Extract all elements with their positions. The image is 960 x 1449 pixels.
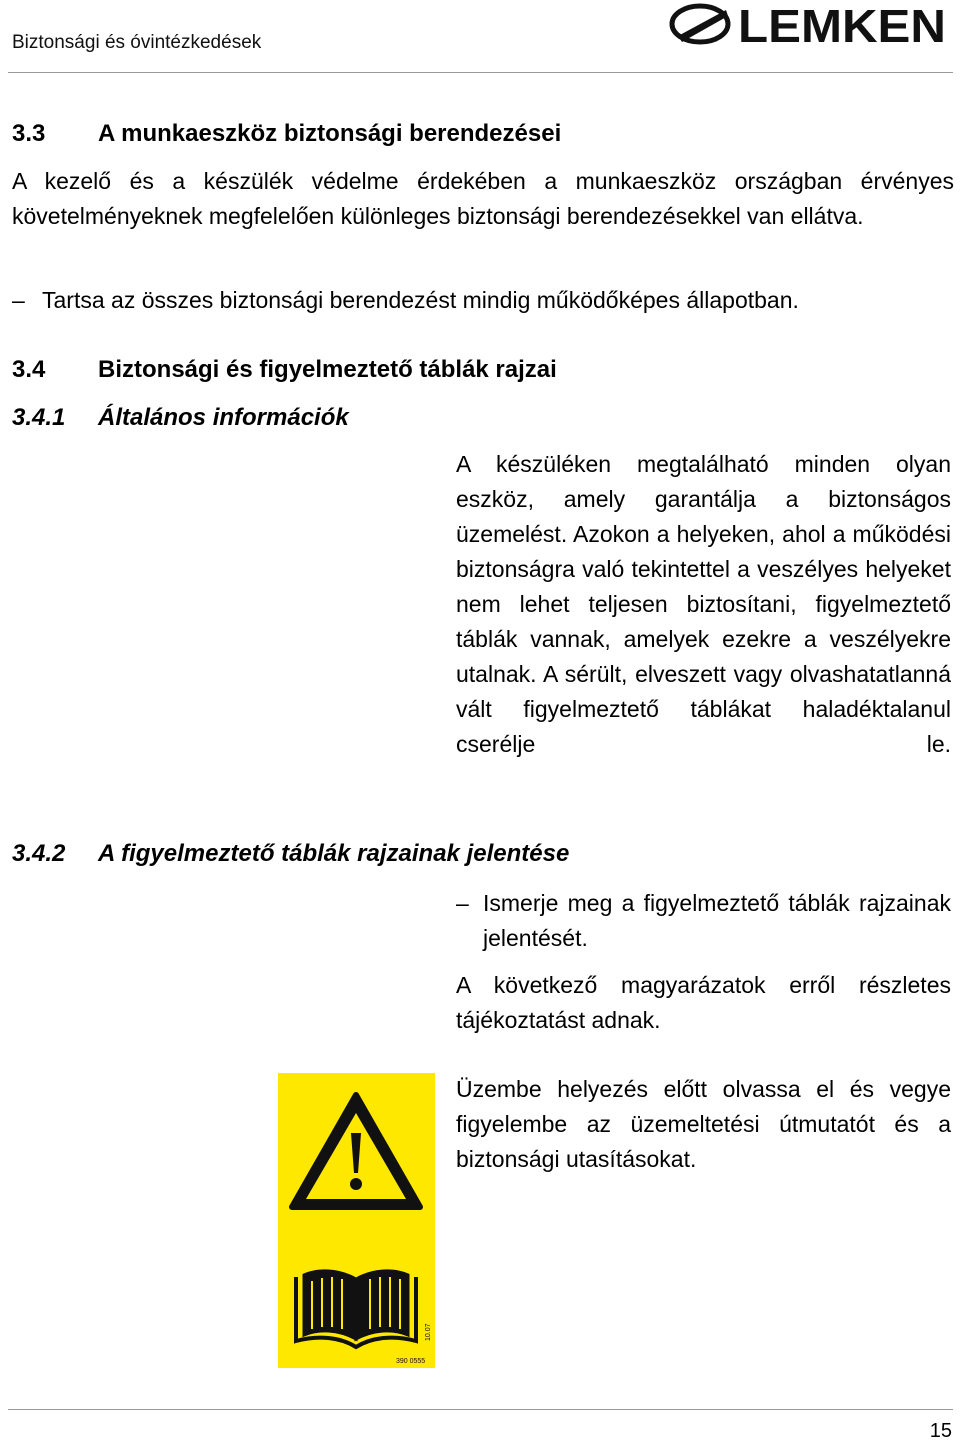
header-title: Biztonsági és óvintézkedések (12, 32, 262, 53)
heading-3-4-1 (12, 404, 912, 434)
bullet-3-4-2 (456, 886, 951, 956)
paragraph-3-4-2: A következő magyarázatok erről részletes tájékoztatást adnak. (456, 972, 951, 1033)
sign-date: 10.07 (425, 1323, 432, 1341)
brand-wordmark: LEMKEN (738, 0, 946, 52)
heading-title: A figyelmeztető táblák rajzainak jelentése (98, 840, 570, 867)
paragraph-3-3: A kezelő és a készülék védelme érdekében a munkaeszköz országban érvényes követelményeknek megfelelően különleges biztonsági berendezésekkel van ellátva. (12, 168, 954, 229)
bullet-text: Tartsa az összes biztonsági berendezést mindig működőképes állapotban. (42, 287, 799, 313)
heading-3-3 (12, 120, 912, 150)
footer-divider (8, 1409, 953, 1410)
heading-title: A munkaeszköz biztonsági berendezései (98, 120, 562, 147)
header-divider (8, 72, 953, 73)
sign-caption: Üzembe helyezés előtt olvassa el és vegye figyelembe az üzemeltetési útmutatót és a biztonsági utasításokat. (456, 1076, 951, 1172)
heading-number: 3.4 (12, 356, 46, 383)
heading-title: Általános információk (98, 404, 349, 431)
bullet-text: Ismerje meg a figyelmeztető táblák rajzainak jelentését. (483, 890, 951, 951)
warning-sign (278, 1073, 435, 1368)
heading-3-4 (12, 356, 912, 386)
heading-title: Biztonsági és figyelmeztető táblák rajzai (98, 356, 557, 383)
sign-code: 390 0555 (396, 1358, 426, 1365)
heading-number: 3.3 (12, 120, 46, 147)
page-number: 15 (929, 1420, 952, 1442)
paragraph-3-4-1: A készüléken megtalálható minden olyan eszköz, amely garantálja a biztonságos üzemelést. Azokon a helyeken, ahol a működési biztonságra való tekintettel a veszélyes helyeket nem lehet teljesen biztosítani, figyelmeztető táblák vannak, amelyek ezekre a veszélyekre utalnak. A sérült, elveszett vagy olvashatatlanná vált figyelmeztető táblákat haladéktalanul cserélje le. (456, 451, 951, 757)
dash-marker: – (456, 890, 469, 916)
heading-number: 3.4.1 (12, 404, 66, 431)
lemken-logo (668, 0, 950, 52)
heading-number: 3.4.2 (12, 840, 66, 867)
heading-3-4-2 (12, 840, 912, 870)
dash-marker: – (12, 287, 25, 313)
